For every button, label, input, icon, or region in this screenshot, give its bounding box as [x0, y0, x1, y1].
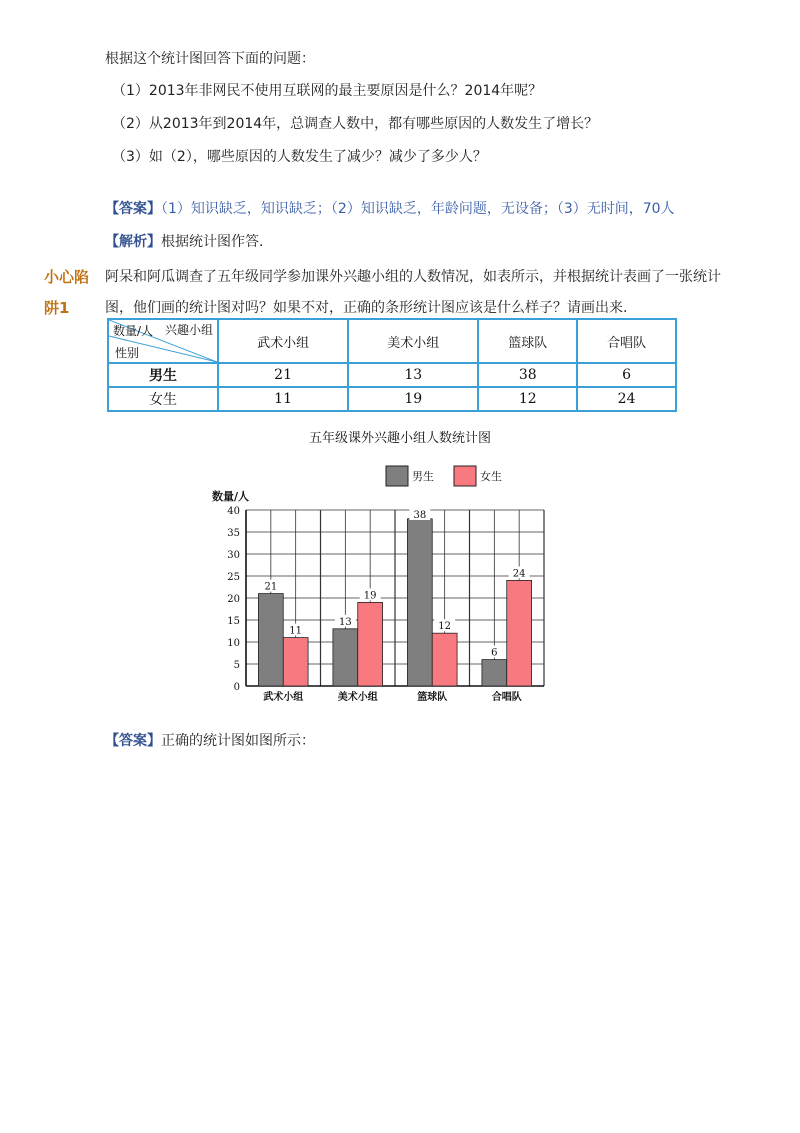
y-axis-label: 数量/人 [212, 490, 250, 503]
row-label: 男生 [108, 363, 218, 387]
answer-text: 正确的统计图如图所示： [161, 733, 315, 749]
data-label: 13 [338, 616, 352, 628]
x-tick-label: 合唱队 [491, 692, 522, 703]
header-gender-label: 性别 [115, 346, 140, 360]
x-tick-label: 美术小组 [337, 692, 378, 703]
table-cell: 11 [218, 387, 348, 411]
bar [258, 594, 283, 686]
legend-swatch [386, 466, 408, 486]
header-group-label: 兴趣小组 [164, 323, 213, 337]
question-3: （3）如（2），哪些原因的人数发生了减少？减少了多少人？ [112, 149, 487, 165]
y-tick-label: 20 [227, 594, 240, 605]
table-cell: 21 [218, 363, 348, 387]
question-intro: 根据这个统计图回答下面的问题： [105, 51, 315, 67]
y-tick-label: 10 [227, 638, 240, 649]
trap-label: 小心陷阱1 [44, 268, 90, 317]
legend-label: 女生 [480, 470, 502, 483]
table-cell: 12 [478, 387, 577, 411]
table-row [108, 387, 676, 411]
data-label: 19 [363, 590, 377, 602]
y-tick-label: 30 [227, 550, 240, 561]
table-cell: 13 [348, 363, 478, 387]
table-row [108, 363, 676, 387]
explanation-1 [105, 231, 263, 251]
answer-1 [105, 198, 675, 218]
question-1: （1）2013年非网民不使用互联网的最主要原因是什么？2014年呢？ [112, 83, 543, 99]
table-cell: 38 [478, 363, 577, 387]
data-label: 38 [413, 510, 427, 521]
column-header: 武术小组 [218, 319, 348, 363]
explanation-text: 根据统计图作答. [161, 234, 264, 250]
legend-label: 男生 [412, 470, 434, 483]
data-label: 24 [512, 568, 526, 580]
answer-tag: 【答案】 [105, 201, 161, 217]
bar-chart [190, 460, 570, 710]
y-tick-label: 5 [233, 660, 240, 671]
data-table [107, 318, 677, 412]
data-label: 11 [289, 625, 303, 637]
bar [283, 638, 308, 686]
data-label: 12 [438, 621, 452, 633]
data-label: 6 [491, 647, 498, 659]
bar [358, 602, 383, 686]
row-label: 女生 [108, 387, 218, 411]
x-tick-label: 武术小组 [263, 692, 304, 703]
explanation-tag: 【解析】 [105, 234, 161, 250]
table-cell: 19 [348, 387, 478, 411]
column-header: 合唱队 [577, 319, 676, 363]
bar [407, 519, 432, 686]
y-tick-label: 35 [227, 528, 240, 539]
bar [507, 580, 532, 686]
x-tick-label: 篮球队 [417, 692, 448, 703]
table-diagonal-header [108, 319, 218, 363]
table-cell: 6 [577, 363, 676, 387]
y-tick-label: 40 [227, 506, 240, 517]
bar [482, 660, 507, 686]
column-header: 美术小组 [348, 319, 478, 363]
answer-tag: 【答案】 [105, 733, 161, 749]
legend-swatch [454, 466, 476, 486]
table-header-row [108, 319, 676, 363]
y-tick-label: 15 [227, 616, 240, 627]
answer-text: （1）知识缺乏，知识缺乏；（2）知识缺乏，年龄问题，无设备；（3）无时间，70人 [161, 201, 675, 217]
question-2: （2）从2013年到2014年，总调查人数中，都有哪些原因的人数发生了增长？ [112, 116, 599, 132]
column-header: 篮球队 [478, 319, 577, 363]
y-tick-label: 25 [227, 572, 240, 583]
y-tick-label: 0 [233, 682, 240, 693]
chart-title: 五年级课外兴趣小组人数统计图 [308, 431, 491, 446]
trap-question: 阿呆和阿瓜调查了五年级同学参加课外兴趣小组的人数情况，如表所示，并根据统计表画了一张统计图，他们画的统计图对吗？如果不对，正确的条形统计图应该是什么样子？请画出来. [105, 269, 721, 316]
table-cell: 24 [577, 387, 676, 411]
bar [333, 629, 358, 686]
header-count-label: 数量/人 [113, 324, 154, 338]
bar [432, 633, 457, 686]
data-label: 21 [264, 581, 278, 593]
answer-2 [105, 730, 315, 750]
